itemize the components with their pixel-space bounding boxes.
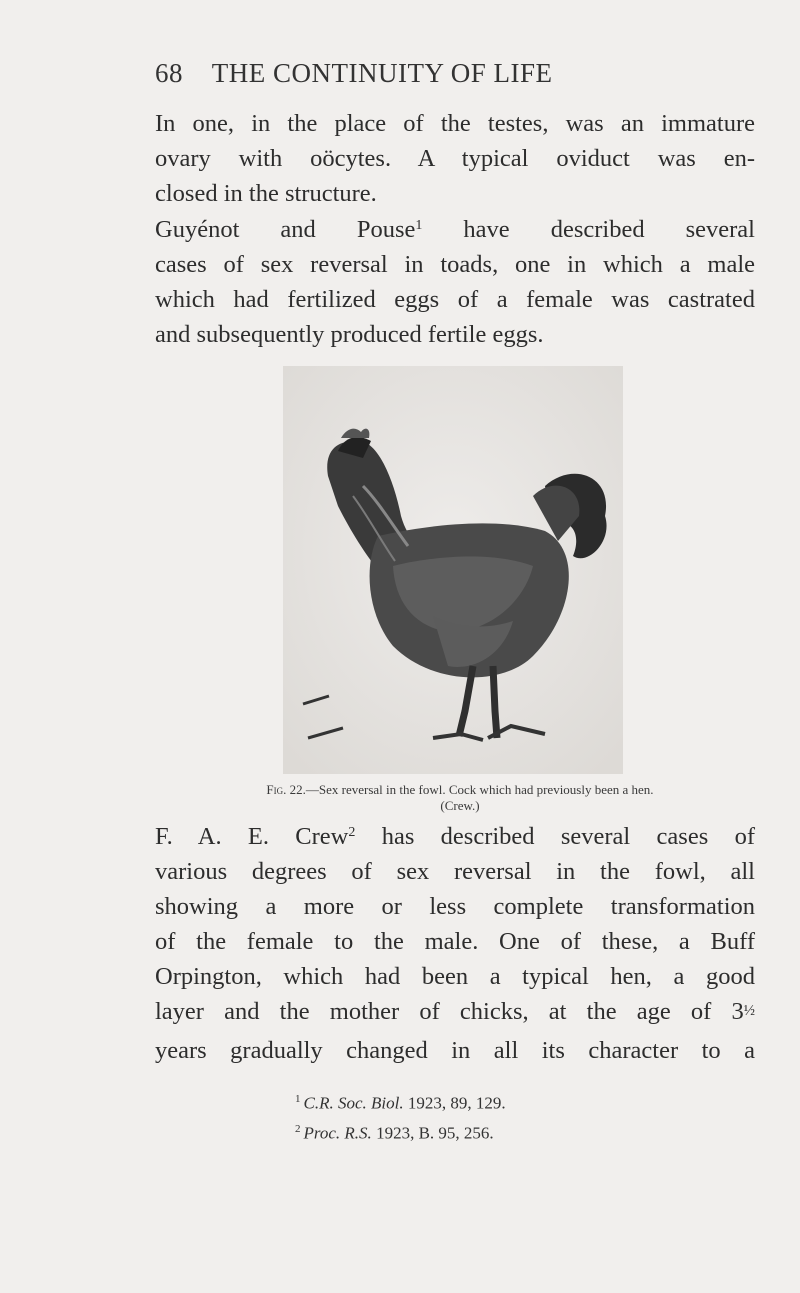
text-run: has described several cases of [355,823,755,850]
text-line: In one, in the place of the testes, was an immature [155,110,755,137]
text-line: closed in the structure. [155,180,377,207]
text-line: and subsequently produced fertile eggs. [155,321,544,348]
text-line: which had fertilized eggs of a female was castrated [155,286,755,313]
footnote-2 [295,1123,494,1144]
paragraph-1 [155,106,755,211]
text-line: showing a more or less complete transformation [155,893,755,920]
caption-text: —Sex reversal in the fowl. Cock which had previously been a hen. [305,782,654,797]
caption-line [200,782,720,798]
text-run: have described several [422,216,755,243]
footnote-1 [295,1093,506,1114]
footnote-ref: 2 [348,825,356,840]
footnote-ref-text: 1923, 89, 129. [403,1093,506,1113]
paragraph-3 [155,819,755,1068]
text-line: of the female to the male. One of these, a Buff [155,928,755,955]
fraction: ½ [743,1003,755,1019]
running-header [155,58,552,89]
caption-credit: (Crew.) [440,798,480,813]
rooster-illustration [283,366,623,774]
footnote-journal: C.R. Soc. Biol. [303,1093,404,1113]
paragraph-2 [155,212,755,352]
footnote-ref-text: 1923, B. 95, 256. [371,1123,494,1143]
text-line: cases of sex reversal in toads, one in which a male [155,251,755,278]
text-run: Guyénot and Pouse [155,216,416,243]
text-line [155,994,755,1033]
footnote-mark: 1 [295,1093,301,1105]
text-line [155,212,755,247]
figure-rooster-photo [283,366,623,774]
footnote-mark: 2 [295,1123,301,1135]
text-run: F. A. E. Crew [155,823,349,850]
footnote-journal: Proc. R.S. [303,1123,372,1143]
text-line [155,819,755,854]
text-run: layer and the mother of chicks, at the age of 3 [155,998,744,1025]
page-number: 68 [155,58,183,88]
text-line: years gradually changed in all its character to a [155,1037,755,1064]
text-line: Orpington, which had been a typical hen, a good [155,963,755,990]
text-line: various degrees of sex reversal in the fowl, all [155,858,755,885]
figure-caption [200,782,720,814]
running-title: THE CONTINUITY OF LIFE [211,58,553,88]
text-line: ovary with oöcytes. A typical oviduct was en- [155,145,755,172]
figure-label: Fig. 22. [266,782,306,797]
footnote-ref: 1 [415,218,423,233]
